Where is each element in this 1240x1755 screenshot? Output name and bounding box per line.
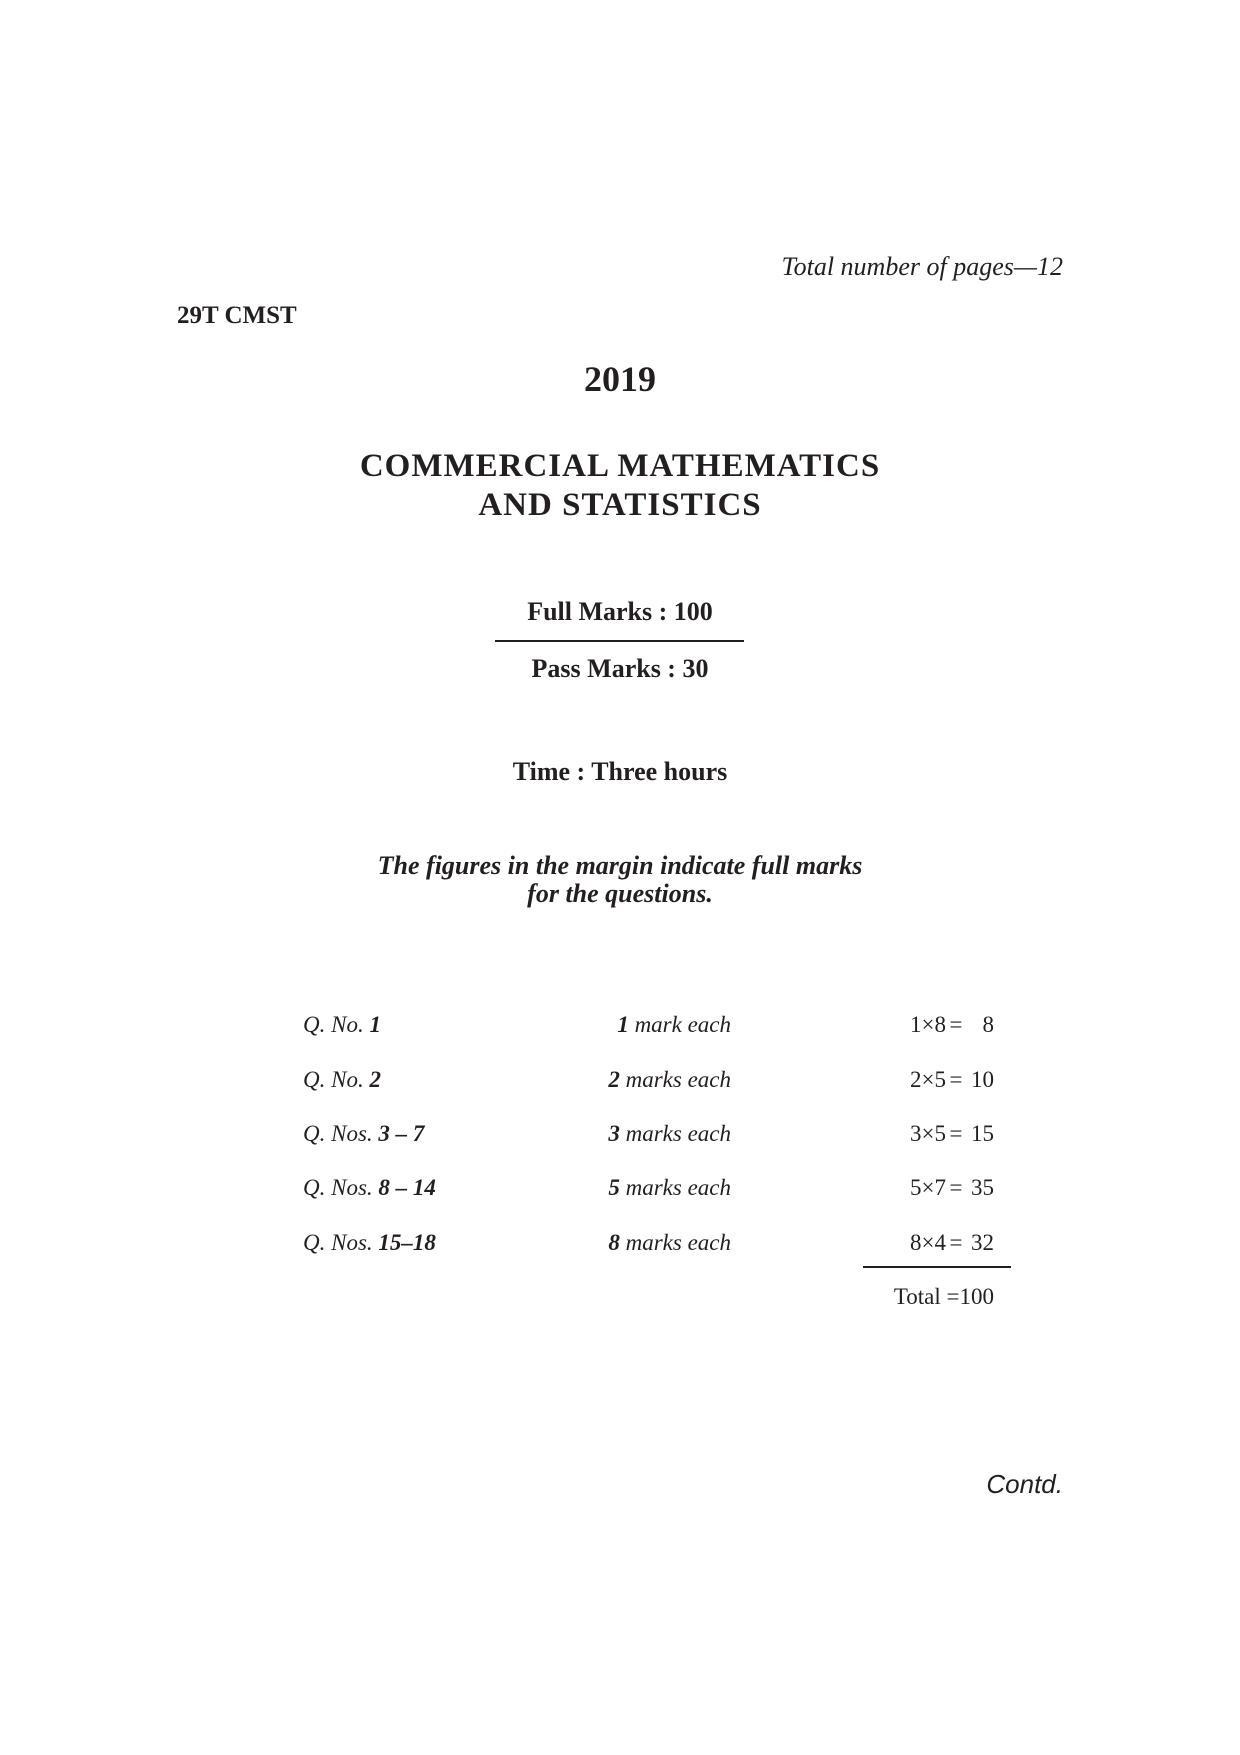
marks-row bbox=[0, 1230, 1240, 1264]
marks-each bbox=[608, 1175, 731, 1201]
marks-divider bbox=[495, 640, 744, 642]
question-prefix: Q. Nos. bbox=[303, 1175, 373, 1200]
question-number: 3 – 7 bbox=[378, 1121, 425, 1146]
question-prefix: Q. No. bbox=[303, 1012, 364, 1037]
total-divider bbox=[863, 1266, 1011, 1268]
question-number: 15–18 bbox=[378, 1230, 436, 1255]
marks-expression: 3×5 bbox=[910, 1121, 946, 1146]
subject-title-line1: COMMERCIAL MATHEMATICS bbox=[359, 448, 881, 484]
marks-each-number: 2 bbox=[608, 1067, 620, 1092]
marks-calculation bbox=[891, 1012, 994, 1038]
marks-total: Total =100 bbox=[893, 1284, 994, 1309]
paper-code: 29T CMST bbox=[177, 302, 297, 329]
marks-each-number: 5 bbox=[608, 1175, 620, 1200]
marks-each bbox=[617, 1012, 731, 1038]
marks-each-number: 8 bbox=[608, 1230, 620, 1255]
question-prefix: Q. No. bbox=[303, 1067, 364, 1092]
marks-row bbox=[0, 1121, 1240, 1155]
total-pages-note: Total number of pages—12 bbox=[781, 252, 1063, 281]
marks-calculation bbox=[891, 1121, 994, 1147]
marks-result: 35 bbox=[971, 1175, 994, 1200]
marks-each-number: 1 bbox=[617, 1012, 629, 1037]
marks-each bbox=[608, 1121, 731, 1147]
equals-sign: = bbox=[949, 1067, 963, 1092]
instruction-line2: for the questions. bbox=[527, 879, 713, 908]
marks-result: 15 bbox=[971, 1121, 994, 1146]
marks-each-text: marks each bbox=[625, 1175, 731, 1200]
equals-sign: = bbox=[949, 1012, 963, 1037]
marks-each-text: marks each bbox=[625, 1121, 731, 1146]
question-label bbox=[303, 1121, 424, 1147]
marks-row bbox=[0, 1012, 1240, 1046]
marks-row bbox=[0, 1067, 1240, 1101]
marks-expression: 5×7 bbox=[910, 1175, 946, 1200]
marks-each-number: 3 bbox=[608, 1121, 620, 1146]
subject-title-line2: AND STATISTICS bbox=[478, 487, 762, 523]
marks-calculation bbox=[891, 1175, 994, 1201]
marks-each bbox=[608, 1230, 731, 1256]
question-label bbox=[303, 1230, 436, 1256]
marks-result: 10 bbox=[971, 1067, 994, 1092]
question-prefix: Q. Nos. bbox=[303, 1230, 373, 1255]
question-label bbox=[303, 1012, 381, 1038]
marks-expression: 2×5 bbox=[910, 1067, 946, 1092]
instruction-line1: The figures in the margin indicate full marks bbox=[377, 851, 863, 880]
equals-sign: = bbox=[949, 1121, 963, 1146]
marks-result: 32 bbox=[971, 1230, 994, 1255]
marks-each-text: mark each bbox=[634, 1012, 731, 1037]
question-number: 1 bbox=[369, 1012, 381, 1037]
marks-calculation bbox=[891, 1230, 994, 1256]
marks-row bbox=[0, 1175, 1240, 1209]
marks-result: 8 bbox=[982, 1012, 994, 1037]
marks-each bbox=[608, 1067, 731, 1093]
marks-expression: 1×8 bbox=[910, 1012, 946, 1037]
question-label bbox=[303, 1067, 381, 1093]
question-label bbox=[303, 1175, 436, 1201]
equals-sign: = bbox=[949, 1230, 963, 1255]
question-number: 8 – 14 bbox=[378, 1175, 436, 1200]
exam-year: 2019 bbox=[584, 359, 656, 399]
exam-duration: Time : Three hours bbox=[512, 757, 728, 786]
marks-calculation bbox=[891, 1067, 994, 1093]
marks-expression: 8×4 bbox=[910, 1230, 946, 1255]
marks-each-text: marks each bbox=[625, 1067, 731, 1092]
equals-sign: = bbox=[949, 1175, 963, 1200]
pass-marks: Pass Marks : 30 bbox=[531, 654, 709, 683]
continued-note: Contd. bbox=[986, 1469, 1063, 1499]
question-number: 2 bbox=[369, 1067, 381, 1092]
question-prefix: Q. Nos. bbox=[303, 1121, 373, 1146]
full-marks: Full Marks : 100 bbox=[527, 597, 713, 626]
marks-each-text: marks each bbox=[625, 1230, 731, 1255]
